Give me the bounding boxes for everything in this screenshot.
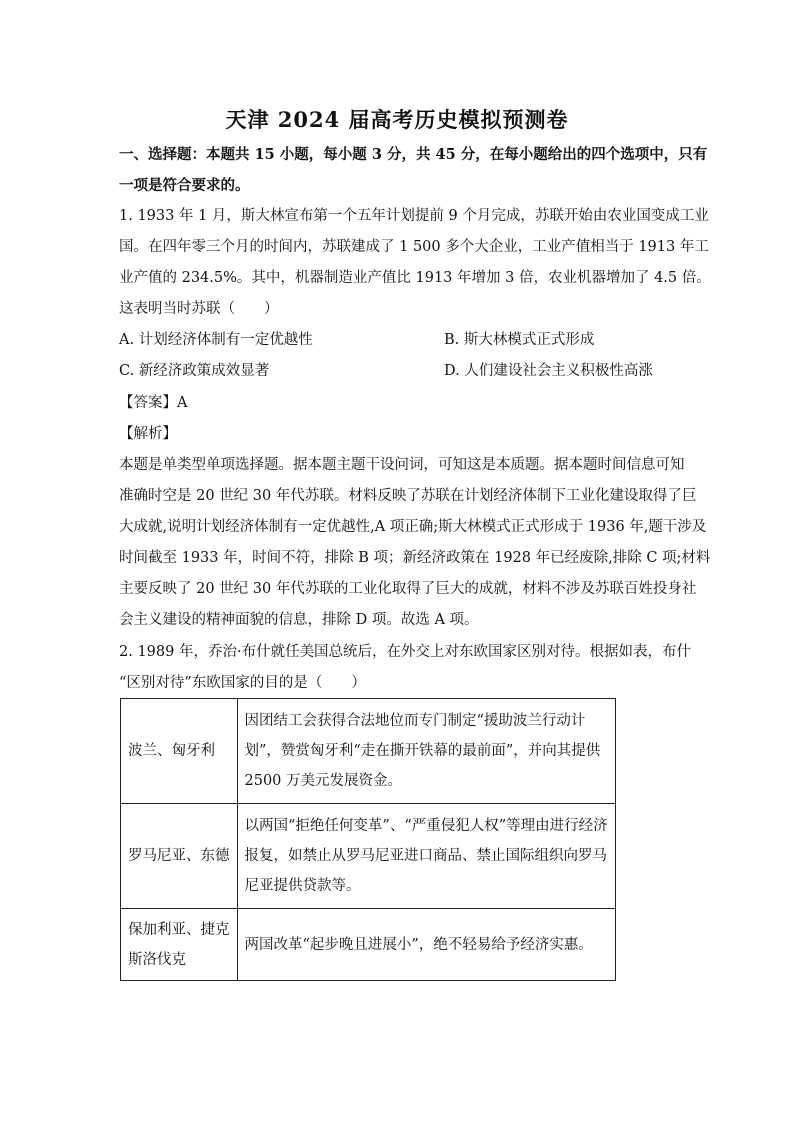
q1-analysis-line: 准确时空是 20 世纪 30 年代苏联。材料反映了苏联在计划经济体制下工业化建设取得了巨 [119, 488, 697, 504]
policy-cell [237, 699, 615, 804]
country-name: 保加利亚、捷克 [128, 921, 230, 938]
table-row [121, 699, 616, 804]
q1-option-a: A. 计划经济体制有一定优越性 [119, 332, 313, 348]
q1-stem-line: 这表明当时苏联（ ） [119, 301, 279, 317]
table-row [121, 804, 616, 909]
policy-line: 以两国“拒绝任何变革”、“严重侵犯人权”等理由进行经济 [244, 818, 608, 834]
table-row [121, 909, 616, 981]
q1-analysis-line: 时间截至 1933 年，时间不符，排除 B 项；新经济政策在 1928 年已经废除,排除 C 项;材料 [119, 550, 711, 566]
country-name: 罗马尼亚、东德 [128, 848, 230, 864]
q1-option-c: C. 新经济政策成效显著 [119, 363, 270, 379]
policy-cell [237, 804, 615, 909]
q1-analysis-line: 会主义建设的精神面貌的信息，排除 D 项。故选 A 项。 [119, 612, 479, 628]
policy-line: 报复，如禁止从罗马尼亚进口商品、禁止国际组织向罗马 [244, 848, 607, 864]
country-name: 波兰、匈牙利 [128, 743, 215, 759]
q1-answer-block [119, 388, 711, 636]
country-cell [121, 804, 238, 909]
country-cell [121, 909, 238, 981]
section-line: 一、选择题：本题共 15 小题，每小题 3 分，共 45 分，在每小题给出的四个选项中，只有 [119, 146, 708, 163]
q2-policy-table [120, 698, 616, 981]
policy-line: 划”，赞赏匈牙利“走在撕开铁幕的最前面”，并向其提供 [244, 743, 601, 759]
section-line: 一项是符合要求的。 [119, 177, 250, 194]
policy-line: 两国改革“起步晚且进展小”，绝不轻易给予经济实惠。 [244, 936, 593, 953]
q1-analysis-label: 【解析】 [119, 426, 177, 442]
page-title: 天津 2024 届高考历史模拟预测卷 [225, 107, 569, 132]
policy-cell [237, 909, 615, 981]
q1-analysis-line: 大成就,说明计划经济体制有一定优越性,A 项正确;斯大林模式正式形成于 1936 年,题干涉及 [119, 519, 707, 535]
question-1-stem [119, 201, 711, 325]
question-2-stem [119, 637, 692, 699]
q1-option-b: B. 斯大林模式正式形成 [444, 332, 595, 348]
q2-stem-line: 2. 1989 年，乔治·布什就任美国总统后，在外交上对东欧国家区别对待。根据如表，布什 [119, 644, 692, 660]
q2-stem-line: “区别对待”东欧国家的目的是（ ） [119, 675, 366, 691]
policy-line: 因团结工会获得合法地位而专门制定“援助波兰行动计 [244, 713, 586, 729]
section-instructions [119, 139, 708, 201]
q1-analysis-line: 本题是单类型单项选择题。据本题主题干设问词，可知这是本质题。据本题时间信息可知 [119, 457, 685, 473]
country-cell [121, 699, 238, 804]
q1-answer: 【答案】A [119, 395, 188, 411]
q1-stem-line: 国。在四年零三个月的时间内，苏联建成了 1 500 多个大企业，工业产值相当于 1913 年工 [119, 239, 709, 255]
policy-line: 尼亚提供贷款等。 [244, 878, 361, 894]
q1-option-d: D. 人们建设社会主义积极性高涨 [444, 363, 653, 379]
policy-line: 2500 万美元发展资金。 [244, 773, 403, 789]
q1-stem-line: 1. 1933 年 1 月，斯大林宣布第一个五年计划提前 9 个月完成，苏联开始由农业国变成工业 [119, 208, 709, 224]
q1-stem-line: 业产值的 234.5%。其中，机器制造业产值比 1913 年增加 3 倍，农业机器增加了 4.5 倍。 [119, 270, 711, 286]
country-name: 斯洛伐克 [128, 951, 186, 968]
q1-analysis-line: 主要反映了 20 世纪 30 年代苏联的工业化取得了巨大的成就，材料不涉及苏联百姓投身社 [119, 581, 697, 597]
